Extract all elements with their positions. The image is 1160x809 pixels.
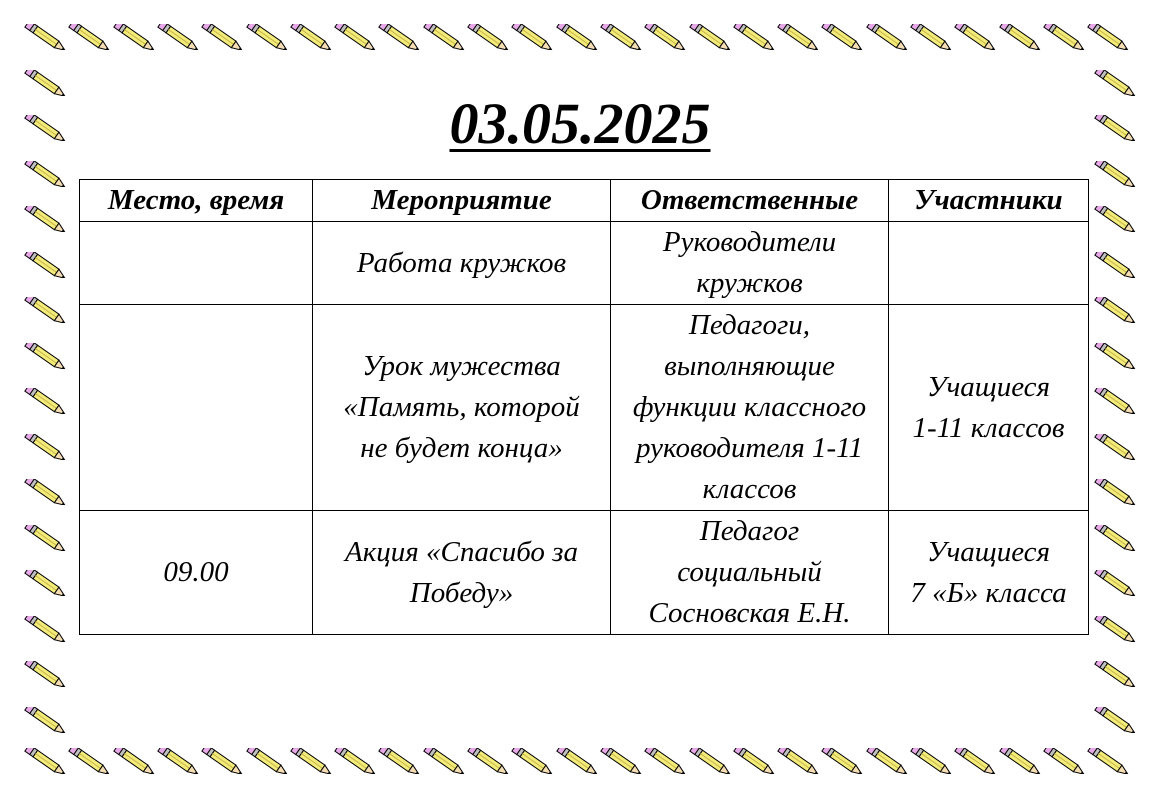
pencil-icon xyxy=(729,24,781,50)
pencil-icon xyxy=(640,24,692,50)
cell-participants xyxy=(889,305,1089,511)
pencil-icon xyxy=(419,748,471,774)
pencil-icon xyxy=(1090,434,1142,460)
pencil-icon xyxy=(109,748,161,774)
pencil-icon xyxy=(1090,479,1142,505)
pencil-icon xyxy=(20,388,72,414)
pencil-icon xyxy=(1090,343,1142,369)
cell-event xyxy=(313,222,611,305)
pencil-icon xyxy=(507,748,559,774)
table-row xyxy=(80,222,1089,305)
pencil-icon xyxy=(862,24,914,50)
table-row xyxy=(80,511,1089,635)
pencil-icon xyxy=(906,748,958,774)
pencil-icon xyxy=(995,24,1047,50)
header-place-time: Место, время xyxy=(80,180,313,222)
pencil-icon xyxy=(20,479,72,505)
cell-place-time xyxy=(80,511,313,635)
cell-participants xyxy=(889,222,1089,305)
pencil-icon xyxy=(507,24,559,50)
pencil-icon xyxy=(242,24,294,50)
pencil-icon xyxy=(1090,297,1142,323)
pencil-icon xyxy=(463,24,515,50)
pencil-icon xyxy=(64,24,116,50)
pencil-icon xyxy=(640,748,692,774)
page-title: 03.05.2025 xyxy=(449,91,711,156)
pencil-icon xyxy=(20,434,72,460)
pencil-icon xyxy=(463,748,515,774)
pencil-icon xyxy=(1090,388,1142,414)
pencil-icon xyxy=(1090,252,1142,278)
pencil-icon xyxy=(197,748,249,774)
pencil-icon xyxy=(286,748,338,774)
pencil-icon xyxy=(773,24,825,50)
header-responsible: Ответственные xyxy=(611,180,889,222)
pencil-icon xyxy=(552,24,604,50)
cell-responsible xyxy=(611,511,889,635)
pencil-icon xyxy=(1090,525,1142,551)
cell-participants xyxy=(889,511,1089,635)
pencil-icon xyxy=(685,748,737,774)
cell-place-time xyxy=(80,305,313,511)
pencil-icon xyxy=(729,748,781,774)
cell-responsible-text: Педагог социальный Сосновская Е.Н. xyxy=(648,515,851,629)
pencil-icon xyxy=(20,24,72,50)
pencil-icon xyxy=(20,616,72,642)
cell-event-text: Акция «Спасибо за Победу» xyxy=(345,535,578,609)
pencil-icon xyxy=(374,748,426,774)
pencil-icon xyxy=(20,661,72,687)
pencil-icon xyxy=(20,748,72,774)
pencil-icon xyxy=(20,343,72,369)
cell-event xyxy=(313,511,611,635)
pencil-icon xyxy=(20,297,72,323)
header-event: Мероприятие xyxy=(313,180,611,222)
cell-responsible xyxy=(611,305,889,511)
pencil-icon xyxy=(552,748,604,774)
pencil-icon xyxy=(374,24,426,50)
pencil-icon xyxy=(906,24,958,50)
pencil-icon xyxy=(109,24,161,50)
cell-responsible-text: Педагоги, выполняющие функции классного руководителя 1-11 классов xyxy=(632,309,867,505)
cell-responsible-text: Руководители кружков xyxy=(662,226,837,299)
pencil-icon xyxy=(950,24,1002,50)
pencil-icon xyxy=(242,748,294,774)
pencil-icon xyxy=(596,748,648,774)
pencil-icon xyxy=(1090,570,1142,596)
cell-place-time xyxy=(80,222,313,305)
pencil-icon xyxy=(1090,206,1142,232)
pencil-icon xyxy=(1090,707,1142,733)
pencil-icon xyxy=(153,24,205,50)
pencil-icon xyxy=(20,707,72,733)
pencil-icon xyxy=(197,24,249,50)
pencil-icon xyxy=(1090,661,1142,687)
header-participants: Участники xyxy=(889,180,1089,222)
pencil-icon xyxy=(995,748,1047,774)
pencil-icon xyxy=(330,748,382,774)
pencil-icon xyxy=(1039,748,1091,774)
cell-participants-text: Учащиеся 7 «Б» класса xyxy=(910,535,1067,609)
pencil-icon xyxy=(1090,616,1142,642)
schedule-table xyxy=(79,179,1089,635)
pencil-icon xyxy=(1083,24,1135,50)
cell-event-text: Работа кружков xyxy=(356,246,567,279)
pencil-icon xyxy=(773,748,825,774)
pencil-icon xyxy=(817,24,869,50)
pencil-icon xyxy=(20,161,72,187)
pencil-icon xyxy=(330,24,382,50)
pencil-icon xyxy=(1039,24,1091,50)
table-row xyxy=(80,305,1089,511)
table-header-row xyxy=(80,180,1089,222)
cell-participants-text: Учащиеся 1-11 классов xyxy=(912,370,1065,444)
pencil-icon xyxy=(20,252,72,278)
pencil-icon xyxy=(950,748,1002,774)
pencil-icon xyxy=(153,748,205,774)
cell-event xyxy=(313,305,611,511)
pencil-icon xyxy=(20,570,72,596)
pencil-icon xyxy=(286,24,338,50)
pencil-icon xyxy=(20,525,72,551)
cell-responsible xyxy=(611,222,889,305)
pencil-icon xyxy=(419,24,471,50)
pencil-icon xyxy=(1083,748,1135,774)
pencil-icon xyxy=(862,748,914,774)
pencil-icon xyxy=(596,24,648,50)
pencil-icon xyxy=(20,206,72,232)
pencil-icon xyxy=(1090,161,1142,187)
pencil-icon xyxy=(685,24,737,50)
pencil-icon xyxy=(64,748,116,774)
cell-event-text: Урок мужества «Память, которой не будет конца» xyxy=(343,350,580,464)
cell-place-time-text: 09.00 xyxy=(163,556,229,588)
pencil-icon xyxy=(817,748,869,774)
